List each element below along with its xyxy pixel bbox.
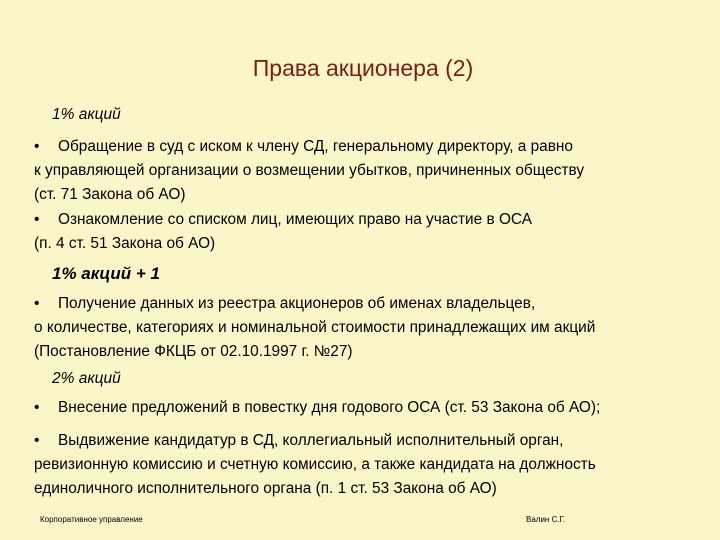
bullet-icon: • [34, 138, 40, 155]
list-item [34, 429, 704, 501]
list-item [34, 208, 704, 256]
list-item [34, 292, 704, 364]
item-line [34, 429, 704, 453]
item-text: Выдвижение кандидатур в СД, коллегиальный исполнительный орган, [58, 432, 564, 449]
item-line [34, 396, 704, 420]
bullet-icon: • [34, 432, 40, 449]
item-line [34, 208, 704, 232]
item-text: Внесение предложений в повестку дня годового ОСА (ст. 53 Закона об АО); [58, 399, 601, 416]
list-item [34, 135, 704, 207]
item-line [34, 292, 704, 316]
item-line [34, 135, 704, 159]
item-text: Обращение в суд с иском к члену СД, генеральному директору, а равно [58, 138, 573, 155]
section-heading-2-percent: 2% акций [52, 370, 121, 387]
item-line: к управляющей организации о возмещении убытков, причиненных обществу [34, 162, 585, 179]
bullet-icon: • [34, 295, 40, 312]
bullet-icon: • [34, 399, 40, 416]
footer-left: Корпоративное управление [40, 515, 143, 524]
item-line: ревизионную комиссию и счетную комиссию, а также кандидата на должность [34, 456, 596, 473]
item-text: Ознакомление со списком лиц, имеющих право на участие в ОСА [58, 211, 532, 228]
section-heading-1-percent: 1% акций [52, 106, 121, 123]
section-heading-1-percent-plus-1: 1% акций + 1 [52, 264, 160, 283]
bullet-icon: • [34, 211, 40, 228]
item-line: о количестве, категориях и номинальной стоимости принадлежащих им акций [34, 319, 596, 336]
list-item [34, 396, 704, 420]
item-line: (Постановление ФКЦБ от 02.10.1997 г. №27) [34, 343, 353, 360]
item-text: Получение данных из реестра акционеров об именах владельцев, [58, 295, 536, 312]
item-line: единоличного исполнительного органа (п. 1 ст. 53 Закона об АО) [34, 480, 497, 497]
footer-right: Валин С.Г. [526, 515, 566, 524]
slide-title: Права акционера (2) [252, 55, 474, 81]
item-line: (п. 4 ст. 51 Закона об АО) [34, 235, 216, 252]
item-line: (ст. 71 Закона об АО) [34, 186, 186, 203]
